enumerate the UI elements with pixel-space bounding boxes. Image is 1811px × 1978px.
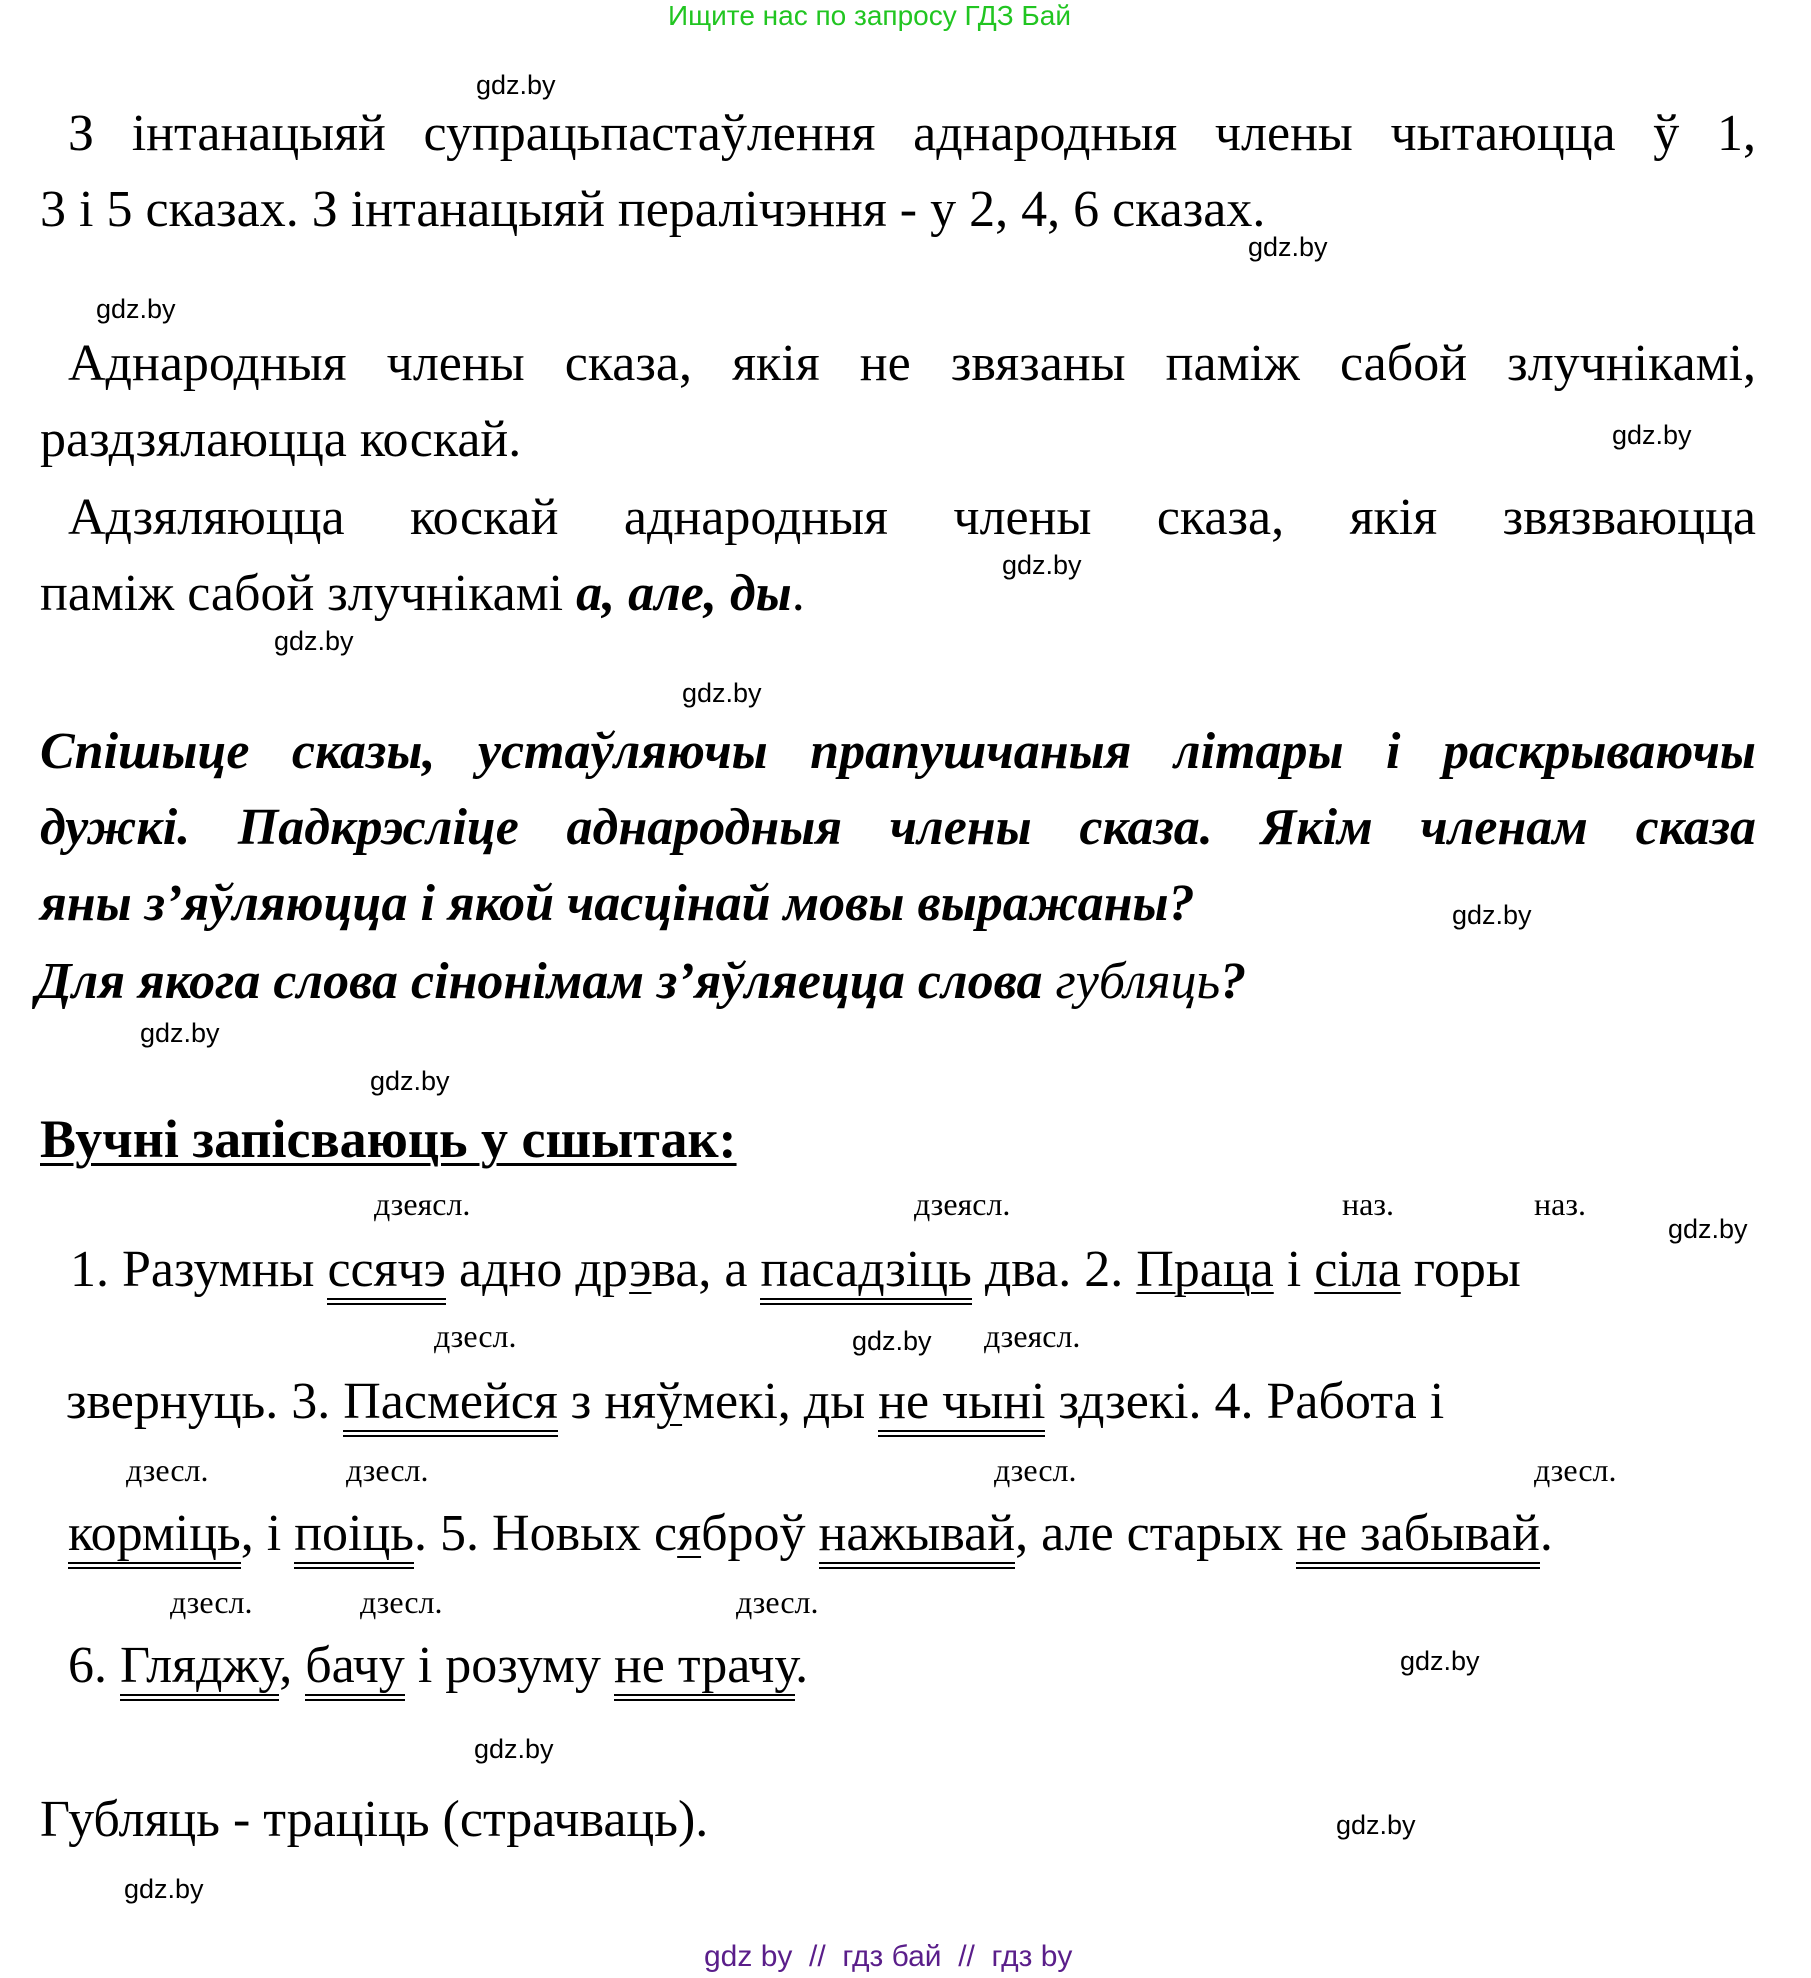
para3-period: . — [791, 565, 805, 622]
annotation-noun: наз. — [1342, 1186, 1394, 1222]
conjunctions: а, але, ды — [576, 565, 792, 622]
text: адно др — [446, 1241, 630, 1298]
watermark: gdz.by — [370, 1066, 450, 1096]
sentence-line3 — [68, 1505, 1553, 1562]
para2-line2: раздзялаюцца коскай. — [40, 411, 522, 468]
sentence-line4 — [68, 1637, 809, 1694]
annotation-noun: наз. — [1534, 1186, 1586, 1222]
watermark: gdz.by — [1452, 900, 1532, 930]
watermark: gdz.by — [476, 70, 556, 100]
predicate: бачу — [305, 1637, 405, 1694]
predicate: ссячэ — [327, 1241, 446, 1298]
sentence-line1 — [70, 1241, 1521, 1298]
subject: Праца — [1136, 1241, 1274, 1298]
para1-line1: З інтанацыяй супрацьпастаўлення аднародныя члены чытаюцца ў 1, — [68, 105, 1756, 162]
footer-links[interactable]: gdz by // гдз бай // гдз by — [704, 1940, 1073, 1973]
watermark: gdz.by — [1612, 420, 1692, 450]
text: 1. Разумны — [70, 1241, 328, 1298]
watermark: gdz.by — [124, 1874, 204, 1904]
text: і — [1273, 1241, 1315, 1298]
predicate: не чыні — [878, 1373, 1046, 1430]
annotation-verb: дзеясл. — [984, 1318, 1081, 1354]
subject: сіла — [1314, 1241, 1401, 1298]
annotation-participle: дзесл. — [360, 1584, 443, 1620]
watermark: gdz.by — [140, 1018, 220, 1048]
task-line3: яны з’яўляюцца і якой часцінай мовы выражаны? — [40, 875, 1195, 932]
inserted-letter: э — [629, 1241, 652, 1298]
watermark: gdz.by — [1248, 232, 1328, 262]
text: два. 2. — [971, 1241, 1137, 1298]
inserted-letter: я — [677, 1505, 702, 1562]
inserted-letter: ў — [656, 1373, 683, 1430]
text: з ня — [557, 1373, 657, 1430]
sentence-line2 — [66, 1373, 1445, 1430]
para2-line1: Аднародныя члены сказа, якія не звязаны паміж сабой злучнікамі, — [68, 335, 1756, 392]
annotation-verb: дзеясл. — [914, 1186, 1011, 1222]
predicate: не трачу — [613, 1637, 796, 1694]
para1-line2: 3 і 5 сказах. З інтанацыяй пералічэння - у 2, 4, 6 сказах. — [40, 181, 1266, 238]
predicate: не забывай — [1296, 1505, 1540, 1562]
watermark: gdz.by — [96, 294, 176, 324]
predicate: поіць — [294, 1505, 415, 1562]
watermark: gdz.by — [1336, 1810, 1416, 1840]
annotation-participle: дзесл. — [170, 1584, 253, 1620]
watermark: gdz.by — [1002, 550, 1082, 580]
text: і розуму — [404, 1637, 614, 1694]
para3-line2 — [40, 565, 805, 622]
annotation-participle: дзесл. — [434, 1318, 517, 1354]
annotation-verb: дзеясл. — [374, 1186, 471, 1222]
annotation-participle: дзесл. — [736, 1584, 819, 1620]
text: , але старых — [1015, 1505, 1297, 1562]
annotation-participle: дзесл. — [346, 1452, 429, 1488]
predicate: корміць — [68, 1505, 241, 1562]
annotation-participle: дзесл. — [994, 1452, 1077, 1488]
text: . — [795, 1637, 809, 1694]
text: , і — [240, 1505, 295, 1562]
text: . 5. Новых с — [414, 1505, 678, 1562]
watermark: gdz.by — [1668, 1214, 1748, 1244]
task-word: губляць — [1055, 953, 1221, 1010]
annotation-participle: дзесл. — [126, 1452, 209, 1488]
answer-line: Губляць - траціць (страчваць). — [40, 1791, 709, 1848]
top-banner[interactable]: Ищите нас по запросу ГДЗ Бай — [668, 0, 1072, 31]
text: , — [279, 1637, 306, 1694]
para3-line1: Адзяляюцца коскай аднародныя члены сказа, якія звязваюцца — [68, 489, 1756, 546]
task-line1: Спішыце сказы, устаўляючы прапушчаныя літары і раскрываючы — [40, 723, 1756, 780]
text: горы — [1400, 1241, 1521, 1298]
annotation-participle: дзесл. — [1534, 1452, 1617, 1488]
task-question-mark: ? — [1220, 953, 1247, 1010]
watermark: gdz.by — [682, 678, 762, 708]
text: ва, а — [651, 1241, 761, 1298]
text: мекі, ды — [682, 1373, 879, 1430]
watermark: gdz.by — [474, 1734, 554, 1764]
task-line4 — [36, 953, 1247, 1010]
text: звернуць. 3. — [66, 1373, 344, 1430]
text: здзекі. 4. Работа і — [1045, 1373, 1445, 1430]
watermark: gdz.by — [852, 1326, 932, 1356]
para3-text: паміж сабой злучнікамі — [40, 565, 577, 622]
text: 6. — [68, 1637, 120, 1694]
task-line2: дужкі. Падкрэсліце аднародныя члены сказа. Якім членам сказа — [40, 799, 1756, 856]
watermark: gdz.by — [274, 626, 354, 656]
predicate: пасадзіць — [760, 1241, 972, 1298]
task-question: Для якога слова сінонімам з’яўляецца слова — [36, 953, 1056, 1010]
predicate: нажывай — [818, 1505, 1016, 1562]
watermark: gdz.by — [1400, 1646, 1480, 1676]
predicate: Гляджу — [120, 1637, 280, 1694]
text: . — [1539, 1505, 1553, 1562]
section-heading: Вучні запісваюць у сшытак: — [40, 1109, 737, 1169]
predicate: Пасмейся — [343, 1373, 558, 1430]
text: броў — [701, 1505, 819, 1562]
